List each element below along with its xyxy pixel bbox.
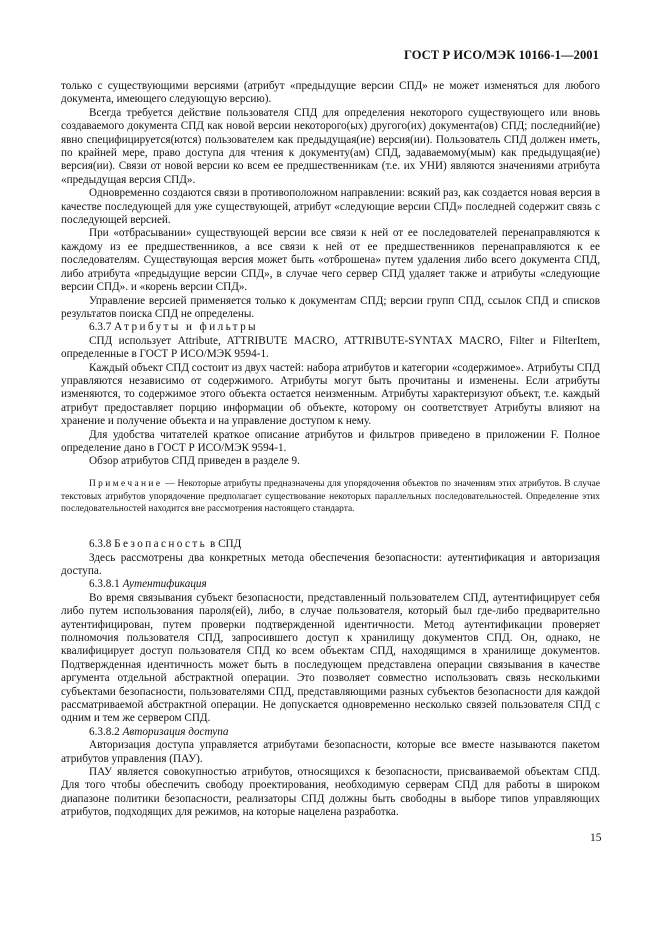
paragraph: Управление версией применяется только к документам СПД; версии групп СПД, ссылок СПД и списков результатов поиска СПД не определены. [61, 294, 600, 320]
paragraph: Здесь рассмотрены два конкретных метода обеспечения безопасности: аутентификация и авторизация доступа. [61, 551, 600, 577]
section-heading-6-3-8-1 [61, 578, 600, 591]
page-body [61, 80, 600, 820]
section-title: Атрибуты и фильтры [114, 321, 258, 334]
page-number: 15 [590, 832, 602, 844]
paragraph: Для удобства читателей краткое описание атрибутов и фильтров приведено в приложении F. Полное определение дано в ГОСТ Р ИСО/МЭК 9594-1. [61, 428, 600, 454]
paragraph: только с существующими версиями (атрибут «предыдущие версии СПД» не может изменяться для любого документа, имеющего следующую версию). [61, 80, 600, 106]
section-title: Безопасность [114, 538, 208, 551]
paragraph: При «отбрасывании» существующей версии все связи к ней от ее последователей перенаправляются к каждому из ее предшественников, а все связи к ней от ее предшественников перенаправляются к ее последователям. Существующая версия может быть «отброшена» путем удаления либо всего документа СПД, либо атрибута «предыдущие версии СПД», в случае чего сервер СПД удаляет также и атрибуты «следующие версии СПД». и «корень версии СПД». [61, 227, 600, 294]
paragraph: Всегда требуется действие пользователя СПД для определения некоторого существующего или вновь создаваемого документа СПД как новой версии некоторого(ых) другого(их) документа(ов) СПД; последний(ие) явно специфицируется(ются) пользователем как предыдущая(ие) версия(ии). Пользователь СПД должен иметь, по крайней мере, право доступа для чтения к документу(ам) СПД, задаваемому(мым) как предыдущая(ие) версия(ии). Связи от новой версии ко всем ее предшественникам (т.е. их УНИ) являются значениями атрибута «предыдущая версия СПД». [61, 106, 600, 186]
section-number: 6.3.8.1 [89, 578, 120, 591]
paragraph: Во время связывания субъект безопасности, представленный пользователем СПД, аутентифицирует себя либо путем использования пароля(ей), либо, в случае пользователя, который был где-либо предварительно аутентифицирован, путем проверки подтвержденной идентичности. Метод аутентификации проверяет полномочия пользователя СПД, запросившего доступ к хранилищу документов СПД. Он, однако, не квалифицирует доступ пользователя СПД ко всем объектам СПД, находящимся в хранилище документов. Подтвержденная идентичность может быть в последующем представлена операции связывания в качестве аргумента отдельной абстрактной операции. Это позволяет совместно использовать связь несколькими субъектами безопасности, пользователями СПД, представляющими разных субъектов безопасности для каждой рассматриваемой абстрактной операции. Не допускается одновременно несколько связей пользователя СПД с одним и тем же сервером СПД. [61, 591, 600, 725]
section-title-tail: в СПД [207, 538, 242, 551]
paragraph: Каждый объект СПД состоит из двух частей: набора атрибутов и категории «содержимое». Атрибуты СПД управляются независимо от содержимого. Атрибуты могут быть прочитаны и изменены. Если атрибуты изменяются, то содержимое этого объекта остается неизменным. Атрибуты характеризуют объект, т.е. каждый атрибут предоставляет порцию информации об объекте, которому он соответствует Атрибуты влияют на хранение и получение объекта и на управление доступом к нему. [61, 361, 600, 428]
section-number: 6.3.7 [89, 321, 112, 334]
page-header: ГОСТ Р ИСО/МЭК 10166-1—2001 [403, 48, 599, 62]
spacer [61, 528, 600, 538]
section-heading-6-3-8-2 [61, 726, 600, 739]
section-number: 6.3.8.2 [89, 725, 120, 738]
note [61, 478, 600, 516]
section-title: Авторизация доступа [122, 725, 229, 738]
section-heading-6-3-7 [61, 321, 600, 334]
paragraph: Авторизация доступа управляется атрибутами безопасности, которые все вместе называются пакетом атрибутов управления (ПАУ). [61, 739, 600, 765]
note-label: Примечание [89, 478, 163, 489]
paragraph: Одновременно создаются связи в противоположном направлении: всякий раз, как создается новая версия в качестве последующей для уже существующей, атрибут «следующие версии СПД» последней содержит связь с последующей версией. [61, 187, 600, 227]
paragraph: ПАУ является совокупностью атрибутов, относящихся к безопасности, присваиваемой объектам СПД. Для того чтобы обеспечить свободу проектирования, необходимую серверам СПД для работы в широком диапазоне политики безопасности, реализаторы СПД должны быть свободны в выборе типов управляющих атрибутов, подходящих для режимов, на которые нацелена разработка. [61, 766, 600, 819]
paragraph: Обзор атрибутов СПД приведен в разделе 9. [89, 455, 300, 468]
paragraph: СПД использует Attribute, ATTRIBUTE MACRO, ATTRIBUTE-SYNTAX MACRO, Filter и FilterItem, определенные в ГОСТ Р ИСО/МЭК 9594-1. [61, 334, 600, 361]
note-text: — Некоторые атрибуты предназначены для упорядочения объектов по значениям этих атрибутов. В случае текстовых атрибутов упорядочение предполагает существование некоторых параллельных последовательностей. Определение этих последовательностей находится вне рассмотрения настоящего стандарта. [61, 478, 600, 515]
section-heading-6-3-8 [61, 538, 600, 551]
section-title: Аутентификация [122, 578, 207, 591]
section-number: 6.3.8 [89, 538, 112, 551]
